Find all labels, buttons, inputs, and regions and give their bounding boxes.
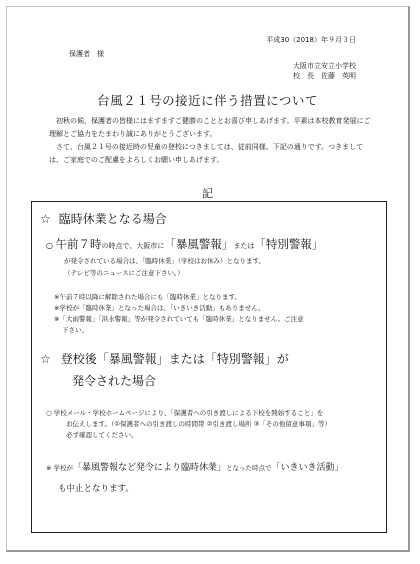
section-1-note-2: ※学校が「臨時休業」となった場合は、「いきいき活動」もありません。 [54, 304, 265, 312]
section-2-rule [46, 408, 323, 417]
footer-text-a: 学校が [53, 464, 74, 472]
section-2-text-line-1: 学校メール・学校ホームページにより、「保護者への引き渡しによる下校を開始すること」を [53, 409, 324, 417]
section-2-title-line-1: 登校後「暴風警報」または「特別警報」が [60, 352, 289, 366]
section-2-text-line-2: お伝えします。（①保護者への引き渡しの時間帯 ②引き渡し場所 ③「その他留意事項」等） [66, 420, 331, 428]
section-1-heading [40, 210, 167, 227]
section-1-note-1: ※午前７時以降に解除された場合にも「臨時休業」となります。 [54, 293, 241, 301]
rule-text-or: または [233, 242, 255, 250]
intro-paragraph-1: 初秋の候、保護者の皆様にはますますご健勝のこととお喜び申しあげます。平素は本校教育発展にご理解とご協力をたまわり誠にありがとうございます。 [49, 117, 371, 138]
section-1-note-3: ※「大雨警報」「洪水警報」等が発令されていても「臨時休業」となりません。ご注意 [54, 315, 304, 323]
section-1-title: 臨時休業となる場合 [58, 212, 167, 226]
footer-note [46, 460, 344, 473]
circle-bullet-icon: ○ [46, 241, 53, 250]
footer-text-b: 「暴風警報など発令により臨時休業」 [73, 463, 227, 473]
document-page [6, 6, 410, 552]
time-label: 午前７時 [55, 237, 102, 251]
section-1-rule-line-2: が発令されている場合は、「臨時休業」（学校はお休み）となります。 [64, 257, 265, 265]
notice-box [31, 201, 387, 533]
star-icon: ☆ [40, 352, 51, 366]
footer-note-line-2: も中止となります。 [58, 484, 134, 494]
document-title: 台風２１号の接近に伴う措置について [97, 93, 318, 108]
rule-text-a: の時点で、大阪市に [101, 242, 165, 250]
section-1-note-4: 下さい。 [62, 326, 88, 334]
principal-name: 校 長 佐藤 英明 [293, 72, 356, 80]
issue-date: 平成30（2018）年９月３日 [266, 36, 356, 44]
section-2-text-line-3: 必ず確認してください。 [66, 431, 138, 439]
ki-heading: 記 [202, 187, 213, 200]
section-1-rule [46, 236, 323, 252]
intro-paragraph-2: さて、台風２１号の接近時の児童の登校につきましては、従前同様、下記の通りです。つきましては、ご家庭でのご配慮をよろしくお願い申しあげます。 [49, 143, 364, 164]
footer-mark: ※ [46, 464, 52, 472]
section-2-heading [40, 350, 289, 367]
star-icon: ☆ [40, 212, 51, 226]
footer-text-d: 「いきいき活動」 [271, 463, 344, 473]
circle-bullet-icon: ○ [46, 409, 52, 417]
section-2-title-line-2: 発令された場合 [72, 374, 157, 388]
footer-text-c: となった時点で [226, 464, 272, 472]
addressee: 保護者 様 [69, 50, 104, 58]
storm-warning-label: 「暴風警報」 [164, 237, 234, 251]
school-name: 大阪市立安立小学校 [293, 62, 356, 70]
section-1-rule-line-3: （テレビ等のニュースにご注意下さい。） [64, 269, 184, 277]
special-warning-label: 「特別警報」 [254, 237, 324, 251]
